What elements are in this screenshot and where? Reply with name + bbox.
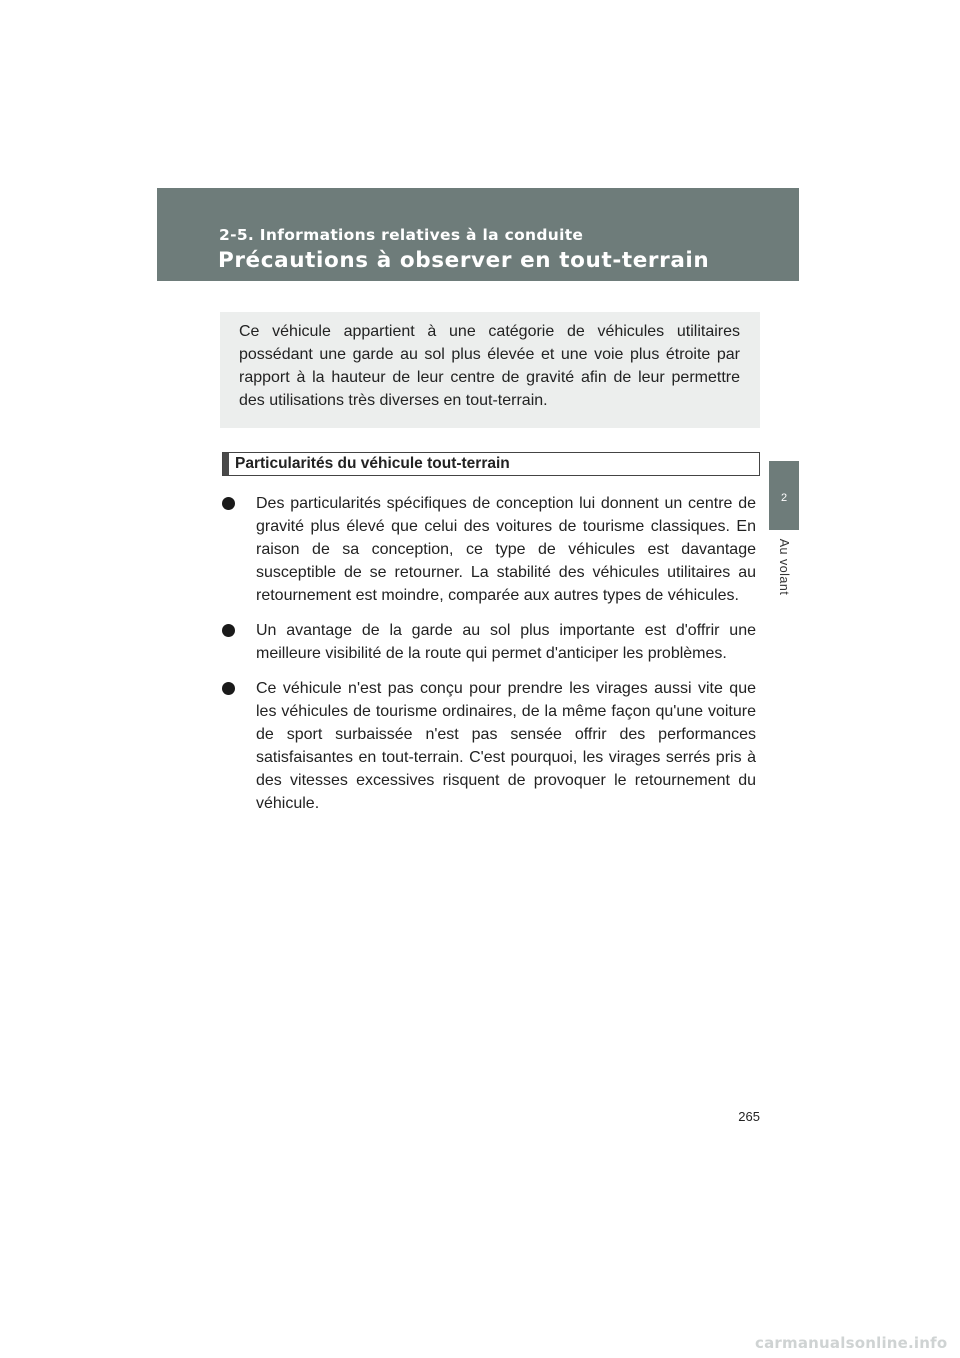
section-label: 2-5. Informations relatives à la conduite <box>219 226 584 244</box>
section-heading-text: Particularités du véhicule tout-terrain <box>235 455 510 472</box>
bullet-text: Des particularités spécifiques de conception lui donnent un centre de gravité plus élevé que celui des voitures de tourisme classiques. En raison de sa conception, ce type de véhicules est davantage susceptible de se retourner. La stabilité des véhicules utilitaires au retournement est moindre, comparée aux autres types de véhicules. <box>256 495 756 604</box>
list-item <box>222 619 756 665</box>
intro-box <box>220 312 760 428</box>
bullet-text: Ce véhicule n'est pas conçu pour prendre les virages aussi vite que les véhicules de tourisme ordinaires, de la même façon qu'une voiture de sport surbaissée n'est pas sensée offrir des performances satisfaisantes en tout-terrain. C'est pourquoi, les virages serrés pris à des vitesses excessives risquent de provoquer le retournement du véhicule. <box>256 680 756 812</box>
section-heading <box>222 452 760 476</box>
chapter-tab <box>769 461 799 530</box>
heading-accent-bar <box>223 453 229 475</box>
chapter-label: Au volant <box>777 538 791 596</box>
bullet-icon <box>222 624 235 637</box>
page-number: 265 <box>738 1109 760 1124</box>
page-title: Précautions à observer en tout-terrain <box>218 248 710 273</box>
intro-text: Ce véhicule appartient à une catégorie de véhicules utilitaires possédant une garde au sol plus élevée et une voie plus étroite par rapport à la hauteur de leur centre de gravité afin de leur permettre des utilisations très diverses en tout-terrain. <box>239 323 740 409</box>
chapter-header <box>157 188 799 281</box>
bullet-icon <box>222 682 235 695</box>
list-item <box>222 492 756 607</box>
bullet-list <box>222 492 756 827</box>
bullet-icon <box>222 497 235 510</box>
chapter-number: 2 <box>780 492 788 504</box>
watermark: carmanualsonline.info <box>755 1334 948 1352</box>
list-item <box>222 677 756 815</box>
bullet-text: Un avantage de la garde au sol plus importante est d'offrir une meilleure visibilité de la route qui permet d'anticiper les problèmes. <box>256 622 756 662</box>
